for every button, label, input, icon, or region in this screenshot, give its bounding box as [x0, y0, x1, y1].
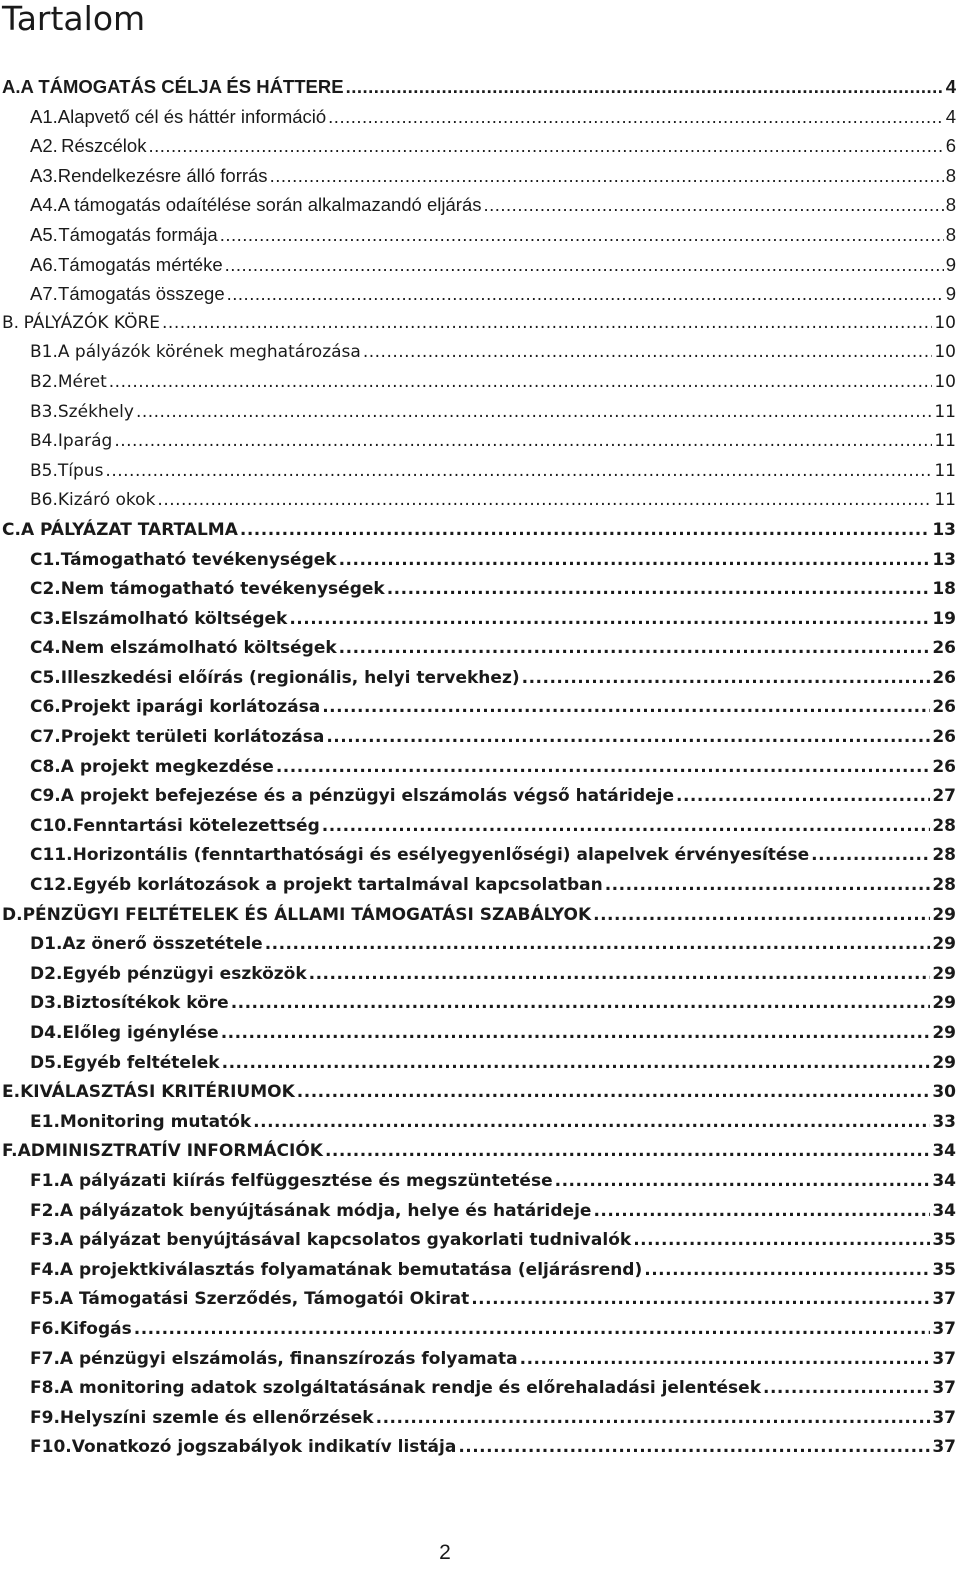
toc-entry[interactable]	[0, 1137, 960, 1167]
toc-entry-number: F.	[2, 1141, 18, 1162]
toc-entry-number: B.	[2, 312, 20, 333]
toc-entry-page: 6	[945, 135, 956, 157]
toc-entry[interactable]	[0, 457, 960, 487]
toc-entry-number: D.	[2, 904, 23, 925]
toc-entry[interactable]	[0, 1256, 960, 1286]
toc-entry-number: A2.	[30, 135, 58, 157]
toc-entry-title: Támogatás mértéke	[58, 253, 223, 275]
toc-entry-number: B5.	[30, 460, 58, 481]
toc-entry-title: A Támogatási Szerződés, Támogatói Okirat	[59, 1289, 470, 1310]
toc-entry-page: 34	[932, 1141, 956, 1162]
toc-entry-number: A4.	[30, 194, 58, 216]
toc-entry-title: A PÁLYÁZAT TARTALMA	[20, 519, 238, 540]
toc-entry-page: 13	[932, 519, 956, 540]
toc-entry-number: F8.	[30, 1378, 60, 1399]
toc-entry[interactable]	[0, 398, 960, 428]
toc-dot-leader	[483, 190, 943, 220]
toc-entry-number: B6.	[30, 490, 58, 511]
toc-dot-leader	[322, 812, 931, 842]
toc-entry-number: B2.	[30, 371, 58, 392]
toc-entry[interactable]	[0, 102, 960, 132]
toc-dot-leader	[240, 516, 930, 546]
toc-dot-leader	[265, 930, 931, 960]
toc-entry-title: Illeszkedési előírás (regionális, helyi tervekhez)	[60, 667, 520, 688]
toc-entry-title: A pályázatok benyújtásának módja, helye és határideje	[59, 1200, 592, 1221]
toc-entry[interactable]	[0, 1315, 960, 1345]
toc-dot-leader	[114, 427, 932, 457]
toc-dot-leader	[222, 1049, 931, 1079]
toc-entry-page: 26	[932, 638, 956, 659]
toc-entry-title: Rendelkezésre álló forrás	[57, 164, 268, 186]
toc-entry-page: 9	[945, 283, 956, 305]
toc-entry-title: Támogatható tevékenységek	[60, 549, 337, 570]
toc-entry-page: 29	[932, 1023, 956, 1043]
toc-entry-number: A6.	[30, 253, 58, 275]
toc-entry[interactable]	[0, 812, 960, 842]
toc-entry-title: Biztosítékok köre	[62, 993, 229, 1014]
toc-entry-title: A pénzügyi elszámolás, finanszírozás folyamata	[59, 1348, 518, 1369]
toc-entry[interactable]	[0, 723, 960, 753]
toc-dot-leader	[253, 1108, 930, 1138]
toc-entry-title: Elszámolható költségek	[60, 608, 288, 629]
toc-entry[interactable]	[0, 1049, 960, 1079]
toc-dot-leader	[328, 102, 944, 132]
toc-entry-number: B1.	[30, 342, 58, 363]
toc-dot-leader	[157, 486, 932, 516]
toc-entry-page: 13	[932, 549, 956, 570]
toc-entry-page: 26	[932, 667, 956, 688]
toc-entry-page: 28	[932, 845, 956, 866]
toc-entry-page: 27	[932, 786, 956, 807]
toc-entry-page: 11	[934, 490, 956, 511]
toc-entry[interactable]	[0, 930, 960, 960]
toc-entry-number: F5.	[30, 1289, 60, 1310]
toc-dot-leader	[339, 546, 931, 576]
toc-entry-title: Kifogás	[59, 1318, 132, 1339]
toc-entry-title: Monitoring mutatók	[59, 1111, 252, 1132]
toc-entry[interactable]	[0, 693, 960, 723]
toc-dot-leader	[763, 1374, 930, 1404]
toc-dot-leader	[289, 605, 930, 635]
toc-entry[interactable]	[0, 634, 960, 664]
toc-entry-number: D3.	[30, 993, 63, 1014]
toc-entry-number: F10.	[30, 1437, 72, 1458]
toc-entry-title: Támogatás összege	[58, 283, 225, 305]
toc-entry-title: A monitoring adatok szolgáltatásának rendje és előrehaladási jelentések	[59, 1378, 762, 1399]
toc-entry-number: B4.	[30, 431, 58, 452]
toc-entry-page: 10	[934, 371, 956, 392]
toc-entry-title: Egyéb korlátozások a projekt tartalmával kapcsolatban	[72, 875, 603, 896]
toc-entry-number: A5.	[30, 223, 58, 245]
toc-dot-leader	[231, 989, 931, 1019]
toc-entry-page: 34	[932, 1200, 956, 1221]
toc-entry-title: Nem támogatható tevékenységek	[60, 579, 385, 600]
toc-entry-page: 29	[932, 963, 956, 984]
toc-dot-leader	[555, 1167, 931, 1197]
toc-entry-page: 4	[945, 76, 956, 97]
toc-dot-leader	[458, 1433, 930, 1463]
toc-entry[interactable]	[0, 427, 960, 457]
toc-entry-page: 34	[932, 1170, 956, 1191]
toc-entry-number: E.	[2, 1082, 21, 1103]
toc-entry-number: C8.	[30, 756, 61, 777]
toc-entry-number: F6.	[30, 1318, 60, 1339]
toc-entry-page: 29	[932, 1052, 956, 1073]
toc-entry[interactable]	[0, 1404, 960, 1434]
toc-entry-number: C10.	[30, 815, 73, 836]
toc-dot-leader	[221, 1019, 931, 1049]
page-title: Tartalom	[2, 0, 146, 38]
toc-entry-title: ADMINISZTRATÍV INFORMÁCIÓK	[17, 1141, 323, 1162]
toc-dot-leader	[270, 161, 944, 191]
toc-entry-page: 8	[945, 223, 956, 245]
toc-entry-number: C3.	[30, 608, 61, 629]
toc-dot-leader	[309, 960, 931, 990]
toc-entry[interactable]	[0, 575, 960, 605]
toc-dot-leader	[148, 131, 943, 161]
toc-entry-title: A TÁMOGATÁS CÉLJA ÉS HÁTTERE	[20, 76, 344, 97]
toc-dot-leader	[109, 368, 933, 398]
toc-entry[interactable]	[0, 546, 960, 576]
toc-entry-page: 11	[934, 431, 956, 452]
toc-entry-title: A projekt megkezdése	[60, 756, 274, 777]
toc-entry-number: C11.	[30, 845, 73, 866]
toc-entry-title: A pályázati kiírás felfüggesztése és megszüntetése	[59, 1170, 553, 1191]
toc-entry-number: A3.	[30, 164, 58, 186]
toc-entry-title: Fenntartási kötelezettség	[72, 815, 320, 836]
toc-entry-number: F7.	[30, 1348, 60, 1369]
toc-dot-leader	[346, 72, 944, 102]
table-of-contents	[0, 72, 960, 1463]
toc-entry[interactable]	[0, 131, 960, 161]
toc-entry-number: C9.	[30, 786, 61, 807]
toc-dot-leader	[605, 871, 931, 901]
toc-entry-number: C2.	[30, 579, 61, 600]
toc-dot-leader	[363, 338, 933, 368]
toc-entry-title: Iparág	[57, 431, 113, 452]
toc-entry[interactable]	[0, 161, 960, 191]
toc-dot-leader	[376, 1404, 931, 1434]
toc-entry-title: Egyéb feltételek	[62, 1052, 220, 1073]
toc-entry[interactable]	[0, 250, 960, 280]
toc-entry-page: 28	[932, 815, 956, 836]
toc-entry[interactable]	[0, 664, 960, 694]
toc-dot-leader	[325, 1137, 930, 1167]
toc-entry-title: Egyéb pénzügyi eszközök	[62, 963, 307, 984]
toc-entry-number: E1.	[30, 1111, 60, 1132]
toc-entry-title: A támogatás odaítélése során alkalmazandó eljárás	[57, 194, 482, 216]
toc-entry-page: 29	[932, 904, 956, 925]
toc-entry-page: 35	[932, 1259, 956, 1280]
toc-dot-leader	[811, 841, 930, 871]
toc-entry-title: Projekt területi korlátozása	[60, 727, 325, 748]
toc-entry-number: D2.	[30, 963, 63, 984]
toc-entry-number: C12.	[30, 875, 73, 896]
toc-dot-leader	[522, 664, 931, 694]
toc-entry-number: C6.	[30, 697, 61, 718]
toc-entry-number: C5.	[30, 667, 61, 688]
toc-dot-leader	[136, 398, 932, 428]
toc-entry-page: 9	[945, 253, 956, 275]
toc-entry[interactable]	[0, 516, 960, 546]
toc-entry[interactable]	[0, 1374, 960, 1404]
toc-dot-leader	[593, 1197, 930, 1227]
toc-entry-number: D4.	[30, 1023, 63, 1043]
toc-entry-number: C.	[2, 519, 21, 540]
toc-dot-leader	[593, 901, 930, 931]
toc-entry[interactable]	[0, 1167, 960, 1197]
toc-entry-number: C1.	[30, 549, 61, 570]
toc-dot-leader	[227, 279, 944, 309]
toc-entry-page: 37	[932, 1289, 956, 1310]
toc-entry-page: 8	[945, 194, 956, 216]
toc-dot-leader	[105, 457, 932, 487]
toc-entry-page: 26	[932, 727, 956, 748]
toc-entry[interactable]	[0, 190, 960, 220]
toc-entry[interactable]	[0, 309, 960, 339]
toc-entry[interactable]	[0, 871, 960, 901]
toc-entry-number: A7.	[30, 283, 58, 305]
toc-entry-number: D5.	[30, 1052, 63, 1073]
toc-entry-number: F3.	[30, 1230, 60, 1251]
toc-dot-leader	[387, 575, 931, 605]
toc-dot-leader	[162, 309, 932, 339]
toc-entry-title: Típus	[57, 460, 104, 481]
toc-entry-page: 37	[932, 1318, 956, 1339]
toc-entry-title: Támogatás formája	[58, 223, 218, 245]
toc-dot-leader	[676, 782, 930, 812]
toc-entry-page: 35	[932, 1230, 956, 1251]
toc-entry-number: C7.	[30, 727, 61, 748]
toc-entry-number: F2.	[30, 1200, 60, 1221]
toc-dot-leader	[644, 1256, 930, 1286]
toc-entry-number: F1.	[30, 1170, 60, 1191]
toc-entry-page: 10	[934, 342, 956, 363]
toc-entry-page: 29	[932, 993, 956, 1014]
toc-entry-title: PÉNZÜGYI FELTÉTELEK ÉS ÁLLAMI TÁMOGATÁSI SZABÁLYOK	[22, 904, 592, 925]
toc-entry-page: 30	[932, 1082, 956, 1103]
toc-dot-leader	[520, 1345, 931, 1375]
toc-entry[interactable]	[0, 1078, 960, 1108]
toc-entry[interactable]	[0, 279, 960, 309]
toc-entry[interactable]	[0, 753, 960, 783]
toc-dot-leader	[220, 220, 944, 250]
toc-entry[interactable]	[0, 605, 960, 635]
toc-entry-title: Projekt iparági korlátozása	[60, 697, 321, 718]
toc-dot-leader	[471, 1285, 930, 1315]
toc-entry[interactable]	[0, 486, 960, 516]
toc-entry[interactable]	[0, 1433, 960, 1463]
toc-entry-title: Alapvető cél és háttér információ	[57, 105, 327, 127]
toc-entry-title: Vonatkozó jogszabályok indikatív listája	[71, 1437, 457, 1458]
toc-entry[interactable]	[0, 960, 960, 990]
toc-entry-title: Méret	[57, 371, 107, 392]
toc-dot-leader	[633, 1226, 930, 1256]
toc-entry-title: A projektkiválasztás folyamatának bemutatása (eljárásrend)	[59, 1259, 643, 1280]
toc-entry-number: C4.	[30, 638, 61, 659]
toc-entry-title: PÁLYÁZÓK KÖRE	[23, 312, 161, 333]
toc-entry-title: Horizontális (fenntarthatósági és esélyegyenlőségi) alapelvek érvényesítése	[72, 845, 810, 866]
toc-entry-page: 11	[934, 460, 956, 481]
toc-entry-page: 37	[932, 1348, 956, 1369]
toc-entry[interactable]	[0, 1197, 960, 1227]
toc-entry[interactable]	[0, 1285, 960, 1315]
toc-entry[interactable]	[0, 338, 960, 368]
toc-entry[interactable]	[0, 220, 960, 250]
toc-entry-title: Részcélok	[61, 135, 147, 157]
page-number: 2	[439, 1541, 451, 1564]
toc-entry[interactable]	[0, 989, 960, 1019]
toc-entry-page: 37	[932, 1378, 956, 1399]
toc-entry-page: 8	[945, 164, 956, 186]
toc-entry-page: 26	[932, 756, 956, 777]
toc-entry-page: 37	[932, 1407, 956, 1428]
toc-entry-page: 10	[934, 312, 956, 333]
toc-entry-page: 4	[945, 105, 956, 127]
toc-entry[interactable]	[0, 901, 960, 931]
toc-entry-title: Az önerő összetétele	[62, 934, 263, 955]
toc-entry-title: Előleg igénylése	[62, 1023, 219, 1043]
toc-entry-page: 29	[932, 934, 956, 955]
toc-entry-title: Székhely	[57, 401, 134, 422]
toc-entry-title: A pályázat benyújtásával kapcsolatos gyakorlati tudnivalók	[59, 1230, 632, 1251]
toc-entry-title: A pályázók körének meghatározása	[57, 342, 361, 363]
toc-dot-leader	[322, 693, 930, 723]
toc-entry-page: 28	[932, 875, 956, 896]
toc-entry-page: 11	[934, 401, 956, 422]
toc-entry[interactable]	[0, 1108, 960, 1138]
toc-entry[interactable]	[0, 782, 960, 812]
toc-entry[interactable]	[0, 1345, 960, 1375]
toc-dot-leader	[134, 1315, 931, 1345]
toc-entry[interactable]	[0, 841, 960, 871]
toc-dot-leader	[225, 250, 944, 280]
toc-entry-number: A1.	[30, 105, 58, 127]
toc-entry[interactable]	[0, 1019, 960, 1049]
toc-dot-leader	[339, 634, 931, 664]
toc-dot-leader	[276, 753, 931, 783]
toc-entry[interactable]	[0, 1226, 960, 1256]
toc-entry[interactable]	[0, 368, 960, 398]
toc-entry-number: F9.	[30, 1407, 60, 1428]
toc-entry-page: 33	[932, 1111, 956, 1132]
toc-entry-number: A.	[2, 76, 21, 97]
toc-dot-leader	[326, 723, 930, 753]
toc-entry[interactable]	[0, 72, 960, 102]
toc-entry-title: Nem elszámolható költségek	[60, 638, 337, 659]
toc-entry-number: B3.	[30, 401, 58, 422]
toc-entry-title: Kizáró okok	[57, 490, 156, 511]
toc-entry-page: 19	[932, 608, 956, 629]
toc-entry-page: 26	[932, 697, 956, 718]
toc-entry-title: Helyszíni szemle és ellenőrzések	[59, 1407, 374, 1428]
toc-dot-leader	[297, 1078, 931, 1108]
toc-entry-number: F4.	[30, 1259, 60, 1280]
toc-entry-title: KIVÁLASZTÁSI KRITÉRIUMOK	[20, 1082, 295, 1103]
toc-entry-page: 37	[932, 1437, 956, 1458]
toc-entry-page: 18	[932, 579, 956, 600]
toc-entry-number: D1.	[30, 934, 63, 955]
toc-entry-title: A projekt befejezése és a pénzügyi elszámolás végső határideje	[60, 786, 675, 807]
